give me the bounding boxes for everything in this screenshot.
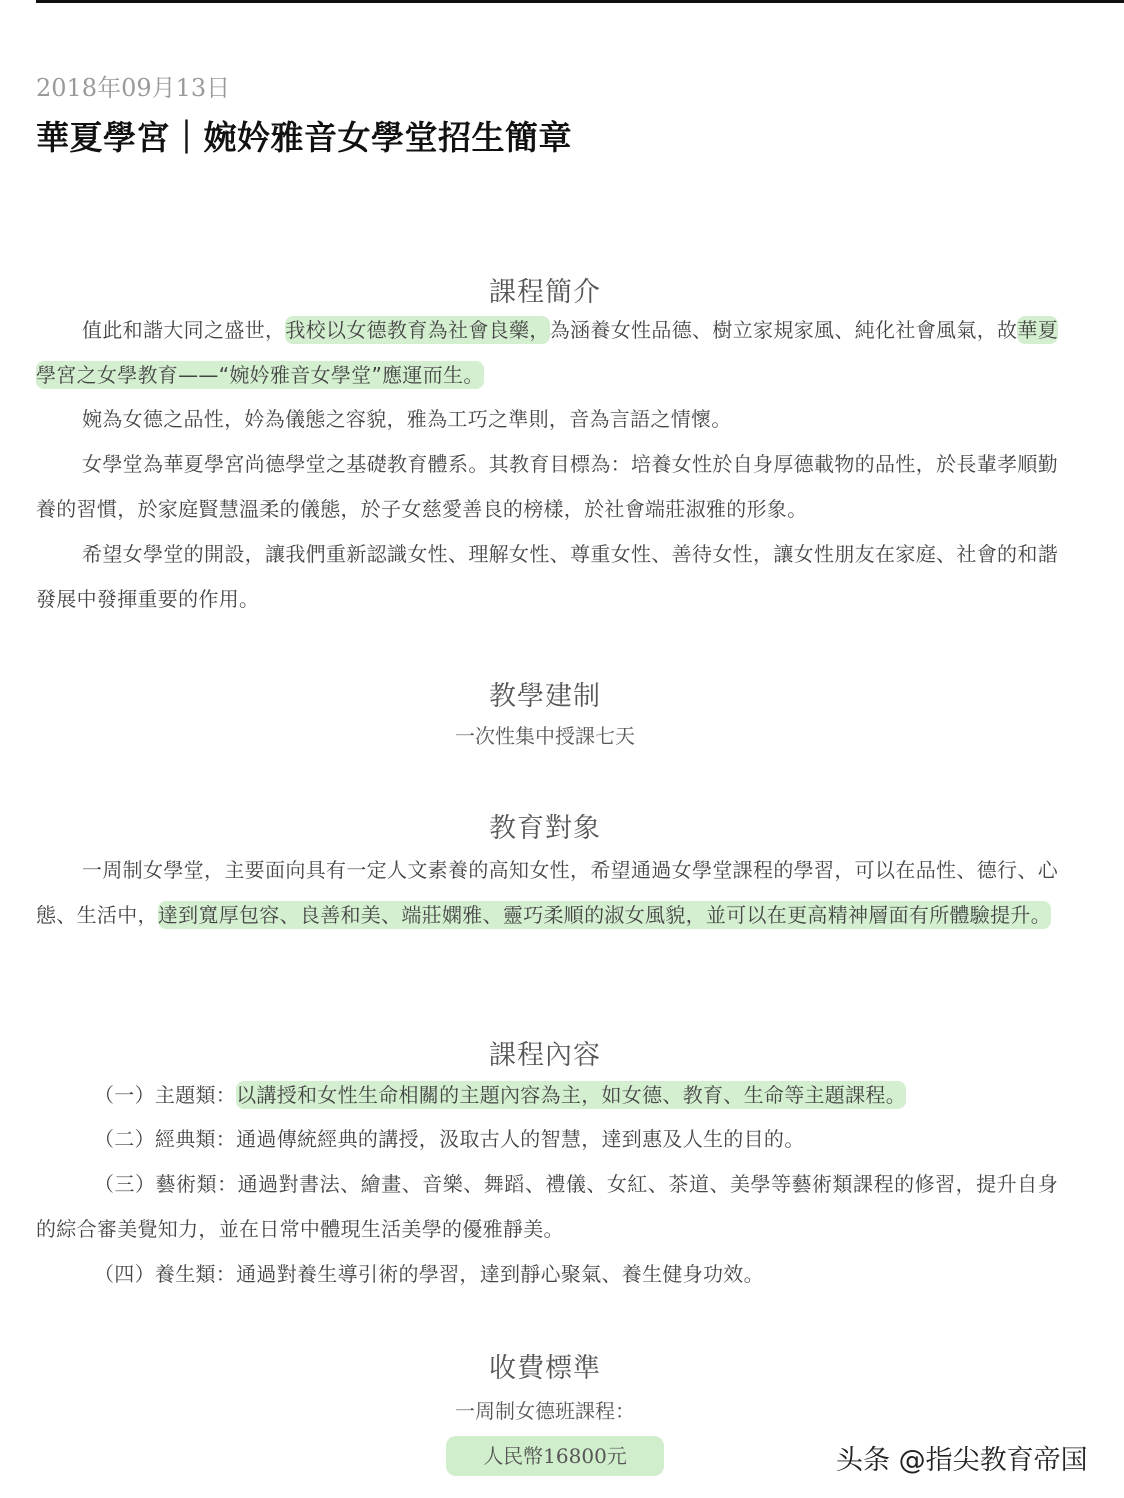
top-divider [36,0,1124,3]
page-title: 華夏學宮｜婉妗雅音女學堂招生簡章 [36,118,572,157]
content-item-2-text: 通過傳統經典的講授，汲取古人的智慧，達到惠及人生的目的。 [236,1127,805,1151]
content-item-1 [36,1073,1058,1118]
section-heading-target: 教育對象 [489,813,601,844]
target-highlight: 達到寬厚包容、良善和美、端莊嫻雅、靈巧柔順的淑女風貌，並可以在更高精神層面有所體驗提升。 [157,903,1052,927]
intro-p1-highlight: 我校以女德教育為社會良藥， [285,318,550,342]
intro-paragraph-2: 婉為女德之品性，妗為儀態之容貌，雅為工巧之準則，音為言語之情懷。 [82,407,732,431]
system-text: 一次性集中授課七天 [455,724,635,748]
publish-date: 2018年09月13日 [36,74,231,102]
intro-p1-text-2: 為涵養女性品德、樹立家規家風、純化社會風氣，故 [549,318,1018,342]
content-item-4 [36,1252,1058,1297]
section-heading-system: 教學建制 [489,681,601,712]
content-item-2-label: （二）經典類： [94,1127,237,1151]
content-item-1-label: （一）主題類： [94,1083,237,1107]
content-item-1-highlight: 以講授和女性生命相關的主題內容為主，如女德、教育、生命等主題課程。 [236,1083,907,1107]
content-item-3-text: 通過對書法、繪畫、音樂、舞蹈、禮儀、女紅、茶道、美學等藝術類課程的修習，提升自身的綜合審美覺知力，並在日常中體現生活美學的優雅靜美。 [36,1172,1058,1241]
intro-p1-highlight-2: 華夏學宮之女學教育——“婉妗雅音女學堂”應運而生。 [36,318,1058,387]
target-paragraph [36,848,1058,938]
section-heading-intro: 課程簡介 [489,277,601,308]
section-heading-fees: 收費標準 [489,1353,601,1384]
content-item-4-text: 通過對養生導引術的學習，達到靜心聚氣、養生健身功效。 [236,1262,764,1286]
watermark: 头条 @指尖教育帝国 [836,1445,1088,1476]
content-item-4-label: （四）養生類： [94,1262,237,1286]
fees-label: 一周制女德班課程： [455,1399,635,1423]
content-item-3 [36,1162,1058,1252]
intro-paragraph-4: 希望女學堂的開設，讓我們重新認識女性、理解女性、尊重女性、善待女性，讓女性朋友在家庭、社會的和諧發展中發揮重要的作用。 [36,542,1058,611]
fees-price: 人民幣16800元 [446,1436,664,1476]
content-item-3-label: （三）藝術類： [94,1172,238,1196]
intro-paragraph-3: 女學堂為華夏學宮尚德學堂之基礎教育體系。其教育目標為：培養女性於自身厚德載物的品性，於長輩孝順勤養的習慣，於家庭賢慧溫柔的儀態，於子女慈愛善良的榜樣，於社會端莊淑雅的形象。 [36,452,1058,521]
intro-p1-text: 值此和諧大同之盛世， [82,318,286,342]
content-item-2 [36,1117,1058,1162]
target-text: 一周制女學堂，主要面向具有一定人文素養的高知女性，希望通過女學堂課程的學習，可以在品性、德行、心態、生活中， [36,858,1058,927]
section-heading-content: 課程內容 [489,1040,601,1071]
intro-paragraph-1 [36,308,1058,398]
